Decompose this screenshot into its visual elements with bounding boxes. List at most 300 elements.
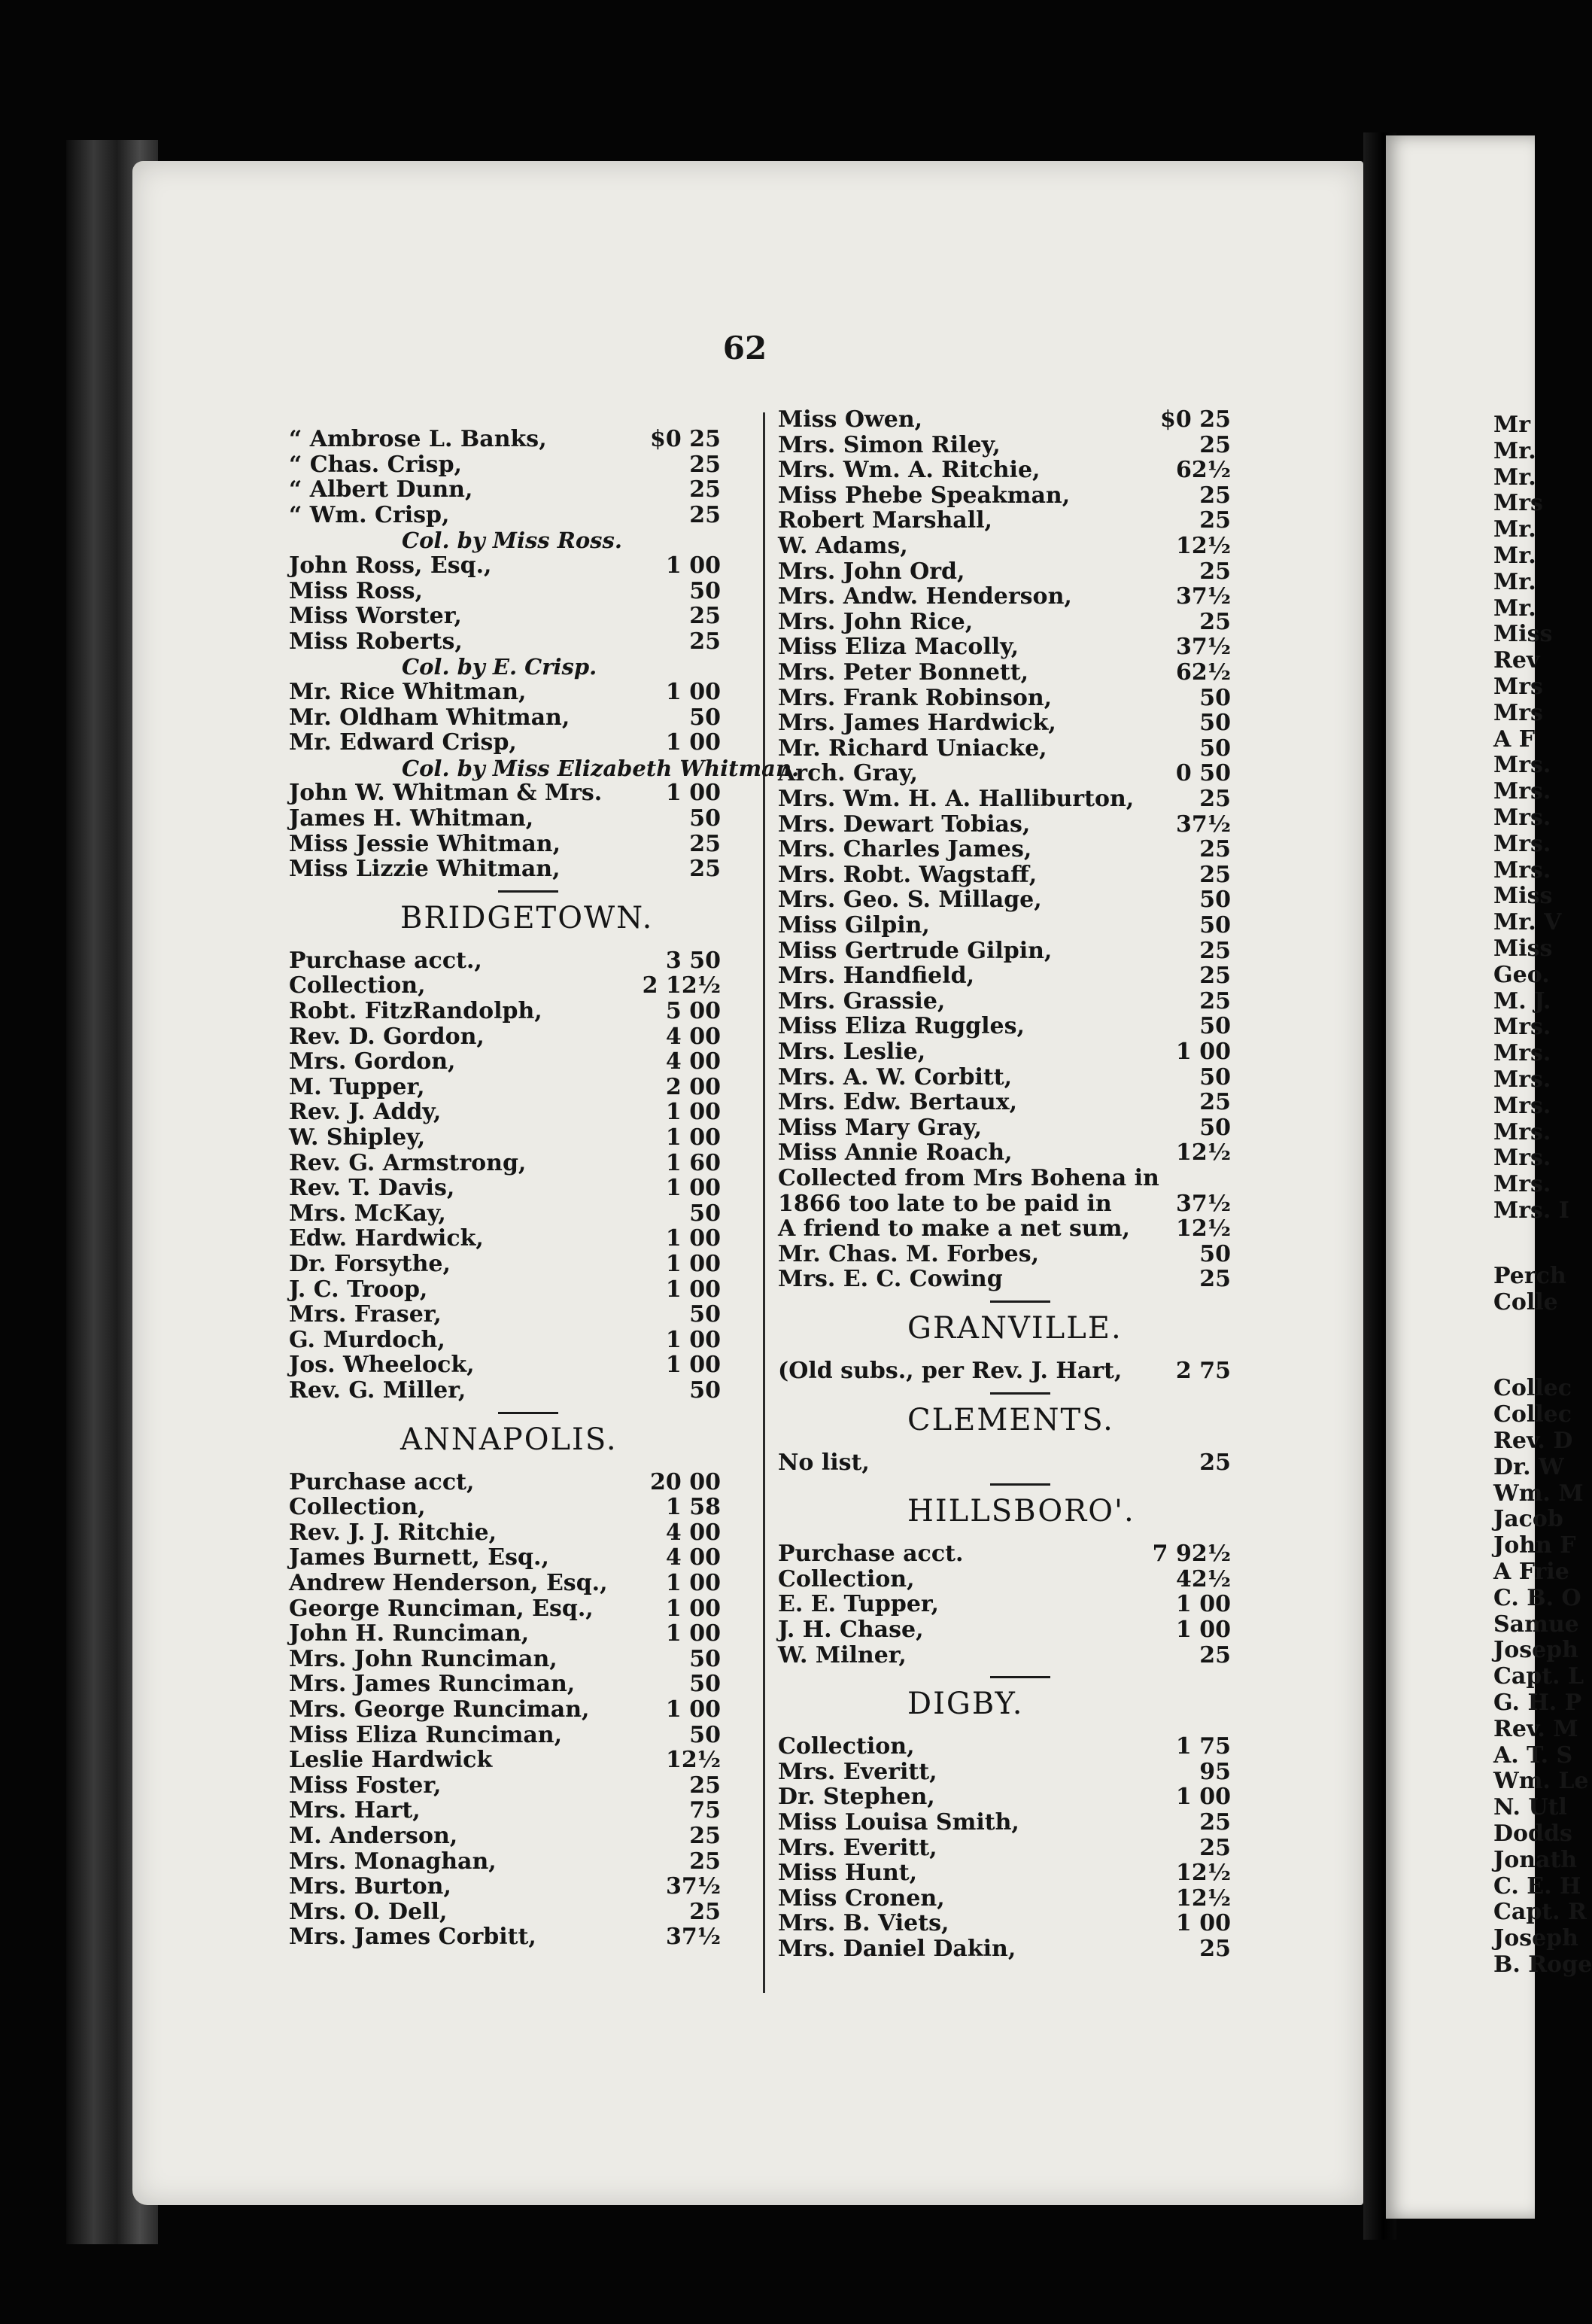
entry-amount: 37½ bbox=[665, 1873, 721, 1900]
entry-amount: 1 00 bbox=[665, 780, 721, 807]
entry-name: “ Wm. Crisp, bbox=[289, 501, 450, 528]
entry-name: Miss Phebe Speakman, bbox=[778, 482, 1071, 509]
entry-amount: 2 75 bbox=[1175, 1358, 1231, 1384]
ledger-entry bbox=[289, 1595, 721, 1623]
entry-name: Mrs. Charles James, bbox=[778, 836, 1032, 863]
ledger-entry bbox=[778, 558, 1231, 586]
entry-name: Mrs. Wm. A. Ritchie, bbox=[778, 457, 1041, 484]
ledger-entry bbox=[778, 735, 1231, 762]
next-page-entry: Dodds bbox=[1493, 1821, 1572, 1847]
entry-name: Mrs. John Ord, bbox=[778, 558, 965, 585]
ledger-entry bbox=[289, 1225, 721, 1252]
next-page-entry: C. E. H bbox=[1493, 1872, 1581, 1900]
next-page-entry: Joseph bbox=[1493, 1925, 1578, 1952]
entry-name: Mrs. Peter Bonnett, bbox=[778, 659, 1029, 686]
entry-name: Miss Lizzie Whitman, bbox=[289, 856, 561, 883]
ledger-entry bbox=[289, 1747, 721, 1774]
next-page-entry: Jacob bbox=[1493, 1506, 1563, 1533]
next-page-entry: G. H. P bbox=[1493, 1690, 1582, 1716]
entry-amount: 25 bbox=[689, 1823, 721, 1849]
entry-name: Mr. Edward Crisp, bbox=[289, 729, 517, 756]
collector-subheading: Col. by Miss Ross. bbox=[402, 528, 622, 554]
entry-amount: 25 bbox=[1199, 431, 1231, 458]
entry-amount: 12½ bbox=[1175, 1139, 1231, 1167]
ledger-entry bbox=[289, 1544, 721, 1571]
entry-amount: 1 00 bbox=[665, 1326, 721, 1353]
ledger-entry bbox=[289, 998, 721, 1025]
entry-name: Mrs. E. C. Cowing bbox=[778, 1266, 1003, 1293]
entry-name: Mrs. James Corbitt, bbox=[289, 1924, 536, 1951]
page-number: 62 bbox=[722, 330, 767, 367]
ledger-entry bbox=[289, 1175, 721, 1202]
ledger-entry bbox=[289, 1797, 721, 1824]
ledger-entry bbox=[778, 1835, 1231, 1862]
next-page-entry: Mrs bbox=[1493, 490, 1543, 517]
entry-name: Mrs. Simon Riley, bbox=[778, 431, 1001, 458]
entry-name: James H. Whitman, bbox=[289, 805, 534, 832]
next-page-entry: Rev. D bbox=[1493, 1428, 1573, 1454]
entry-amount: 50 bbox=[1199, 684, 1231, 711]
entry-amount: 12½ bbox=[1175, 1215, 1231, 1243]
entry-amount: 1 60 bbox=[665, 1149, 721, 1176]
entry-name: Rev. G. Armstrong, bbox=[289, 1149, 527, 1176]
entry-amount: 25 bbox=[1199, 1936, 1231, 1962]
next-page-entry: A. T. S bbox=[1493, 1741, 1573, 1769]
ledger-entry bbox=[778, 1860, 1231, 1887]
entry-name: Mrs. George Runciman, bbox=[289, 1696, 590, 1723]
ledger-entry bbox=[778, 1617, 1231, 1644]
entry-name: Andrew Henderson, Esq., bbox=[289, 1570, 608, 1596]
entry-name: Collection, bbox=[778, 1565, 915, 1592]
entry-amount: 20 00 bbox=[650, 1468, 721, 1495]
entry-amount: 37½ bbox=[1175, 811, 1231, 838]
next-page-entry: C. B. O bbox=[1493, 1584, 1581, 1611]
entry-amount: 25 bbox=[1199, 482, 1231, 509]
entry-name: M. Anderson, bbox=[289, 1823, 458, 1849]
section-rule bbox=[990, 1676, 1050, 1678]
ledger-entry bbox=[289, 856, 721, 883]
entry-amount: 50 bbox=[689, 1301, 721, 1328]
section-rule bbox=[990, 1392, 1050, 1395]
ledger-entry bbox=[289, 1570, 721, 1597]
entry-amount: 25 bbox=[689, 830, 721, 857]
entry-amount: 62½ bbox=[1175, 457, 1231, 484]
ledger-entry bbox=[778, 1165, 1231, 1192]
entry-name: Mr. Rice Whitman, bbox=[289, 679, 527, 705]
entry-amount: 50 bbox=[1199, 912, 1231, 938]
entry-name: Mrs. Grassie, bbox=[778, 987, 946, 1014]
ledger-entry bbox=[289, 1048, 721, 1075]
entry-name: Rev. G. Miller, bbox=[289, 1377, 466, 1404]
next-page-entry: Miss bbox=[1493, 935, 1553, 962]
section-title: DIGBY. bbox=[907, 1687, 1024, 1722]
next-page-entry: Rev. M bbox=[1493, 1715, 1578, 1742]
ledger-entry bbox=[289, 628, 721, 656]
ledger-entry bbox=[778, 533, 1231, 560]
ledger-entry bbox=[778, 1566, 1231, 1593]
next-page-entry: Samue bbox=[1493, 1611, 1579, 1638]
entry-name: Mrs. Everitt, bbox=[778, 1834, 937, 1861]
entry-name: Mrs. John Runciman, bbox=[289, 1645, 558, 1672]
entry-amount: 25 bbox=[689, 856, 721, 883]
entry-amount: 25 bbox=[689, 1848, 721, 1875]
entry-amount: 1 00 bbox=[665, 1099, 721, 1126]
entry-name: Miss Eliza Ruggles, bbox=[778, 1013, 1025, 1040]
entry-name: Leslie Hardwick bbox=[289, 1747, 493, 1774]
next-page-entry: Mrs. bbox=[1493, 1171, 1551, 1198]
ledger-entry bbox=[778, 1115, 1231, 1142]
entry-amount: 1 00 bbox=[665, 1175, 721, 1202]
entry-name: Mrs. Burton, bbox=[289, 1873, 451, 1900]
next-page-entry: M. J. bbox=[1493, 987, 1551, 1014]
entry-name: Rev. D. Gordon, bbox=[289, 1023, 485, 1050]
next-page-entry: Mrs. bbox=[1493, 805, 1551, 831]
ledger-entry bbox=[289, 502, 721, 529]
entry-name: Mrs. James Runciman, bbox=[289, 1671, 576, 1698]
ledger-entry bbox=[778, 938, 1231, 965]
entry-name: Miss Worster, bbox=[289, 603, 462, 630]
entry-amount: 4 00 bbox=[665, 1023, 721, 1050]
section-rule bbox=[990, 1300, 1050, 1303]
entry-amount: 37½ bbox=[665, 1924, 721, 1951]
next-page-entry: John F bbox=[1493, 1532, 1576, 1559]
entry-amount: 1 00 bbox=[665, 552, 721, 579]
entry-amount: 50 bbox=[689, 1671, 721, 1698]
entry-name: Collected from Mrs Bohena in bbox=[778, 1165, 1159, 1191]
ledger-entry bbox=[778, 1191, 1231, 1218]
entry-amount: 1 00 bbox=[665, 1124, 721, 1151]
entry-amount: 25 bbox=[1199, 507, 1231, 534]
next-page-entry: Capt. R bbox=[1493, 1899, 1587, 1926]
ledger-entry bbox=[778, 760, 1231, 787]
ledger-entry bbox=[778, 1885, 1231, 1912]
entry-amount: 37½ bbox=[1175, 583, 1231, 610]
entry-name: John Ross, Esq., bbox=[289, 552, 492, 579]
next-page-entry: Mrs bbox=[1493, 674, 1543, 700]
ledger-entry bbox=[778, 1064, 1231, 1091]
entry-name: Robt. FitzRandolph, bbox=[289, 998, 542, 1024]
entry-name: Mrs. Leslie, bbox=[778, 1039, 926, 1065]
collector-subheading: Col. by E. Crisp. bbox=[402, 654, 597, 680]
next-page-entry: Mr. bbox=[1493, 437, 1536, 464]
ledger-entry bbox=[778, 912, 1231, 939]
entry-amount: 1 00 bbox=[665, 729, 721, 756]
entry-name: Mrs. Wm. H. A. Halliburton, bbox=[778, 786, 1135, 812]
entry-amount: 25 bbox=[1199, 937, 1231, 964]
entry-name: Purchase acct. bbox=[778, 1541, 964, 1568]
entry-amount: 25 bbox=[689, 451, 721, 478]
entry-name: Mrs. A. W. Corbitt, bbox=[778, 1063, 1013, 1091]
ledger-entry bbox=[289, 1377, 721, 1404]
ledger-entry bbox=[289, 831, 721, 858]
entry-name: No list, bbox=[778, 1449, 870, 1476]
ledger-entry bbox=[778, 1809, 1231, 1836]
ledger-entry bbox=[778, 1759, 1231, 1786]
entry-amount: $0 25 bbox=[650, 426, 721, 452]
ledger-entry bbox=[778, 1642, 1231, 1669]
ledger-entry bbox=[289, 1899, 721, 1926]
next-page-entry: Geo. bbox=[1493, 961, 1550, 988]
entry-amount: 1 00 bbox=[1175, 1784, 1231, 1811]
entry-name: Rev. J. Addy, bbox=[289, 1099, 442, 1126]
entry-name: Jos. Wheelock, bbox=[289, 1352, 475, 1379]
next-page-entry: Mr. bbox=[1493, 543, 1536, 569]
entry-name: John W. Whitman & Mrs. bbox=[289, 780, 603, 807]
ledger-entry bbox=[289, 1074, 721, 1101]
ledger-entry bbox=[778, 583, 1231, 610]
ledger-entry bbox=[289, 1873, 721, 1900]
entry-name: Miss Hunt, bbox=[778, 1860, 918, 1887]
entry-name: J. H. Chase, bbox=[778, 1617, 924, 1643]
section-rule bbox=[498, 890, 558, 893]
next-page-entry: Mr. bbox=[1493, 516, 1536, 543]
entry-name: M. Tupper, bbox=[289, 1073, 425, 1100]
ledger-entry bbox=[778, 1013, 1231, 1040]
section-title: BRIDGETOWN. bbox=[400, 900, 654, 935]
entry-amount: 50 bbox=[689, 1645, 721, 1672]
next-page-entry: Capt. L bbox=[1493, 1663, 1584, 1690]
next-page-entry: Dr. W bbox=[1493, 1453, 1564, 1480]
entry-name: E. E. Tupper, bbox=[778, 1591, 939, 1618]
next-page-entry: Mr. bbox=[1493, 464, 1536, 491]
entry-amount: 95 bbox=[1199, 1758, 1231, 1785]
next-page-entry: Rev bbox=[1493, 647, 1540, 674]
entry-amount: 25 bbox=[1199, 861, 1231, 888]
next-page-entry: Mrs. bbox=[1493, 1118, 1551, 1145]
entry-name: Mrs. Everitt, bbox=[778, 1758, 937, 1785]
ledger-entry bbox=[289, 603, 721, 630]
entry-name: Rev. J. J. Ritchie, bbox=[289, 1519, 497, 1546]
next-page-entry: Mrs. bbox=[1493, 1066, 1551, 1093]
entry-amount: 50 bbox=[689, 704, 721, 731]
entry-amount: 1 00 bbox=[665, 679, 721, 705]
entry-amount: 50 bbox=[1199, 710, 1231, 737]
ledger-entry bbox=[778, 710, 1231, 737]
entry-amount: 1 75 bbox=[1175, 1733, 1231, 1760]
ledger-entry bbox=[778, 1541, 1231, 1568]
entry-amount: 1 00 bbox=[665, 1595, 721, 1622]
ledger-entry bbox=[778, 432, 1231, 459]
ledger-entry bbox=[289, 1671, 721, 1698]
entry-amount: 25 bbox=[689, 628, 721, 655]
entry-name: Purchase acct., bbox=[289, 947, 482, 974]
next-page-entry: Mr. V bbox=[1493, 909, 1562, 936]
entry-amount: 25 bbox=[689, 603, 721, 630]
ledger-entry bbox=[289, 1327, 721, 1354]
entry-amount: 1 00 bbox=[665, 1225, 721, 1252]
entry-amount: 25 bbox=[689, 476, 721, 503]
entry-amount: 25 bbox=[1199, 1641, 1231, 1668]
section-title: GRANVILLE. bbox=[907, 1311, 1123, 1346]
ledger-entry bbox=[778, 1039, 1231, 1066]
next-page-entry: Wm. M bbox=[1493, 1480, 1584, 1507]
entry-amount: 37½ bbox=[1175, 1190, 1231, 1217]
ledger-entry bbox=[778, 406, 1231, 433]
ledger-entry bbox=[778, 1449, 1231, 1477]
ledger-entry bbox=[289, 1301, 721, 1328]
ledger-entry bbox=[778, 634, 1231, 661]
ledger-entry bbox=[289, 704, 721, 732]
entry-amount: 50 bbox=[1199, 1240, 1231, 1267]
section-title: ANNAPOLIS. bbox=[400, 1422, 618, 1457]
section-title: CLEMENTS. bbox=[907, 1402, 1114, 1437]
next-page-entry: A Frie bbox=[1493, 1559, 1569, 1585]
section-title: HILLSBORO'. bbox=[907, 1494, 1135, 1529]
entry-name: “ Chas. Crisp, bbox=[289, 451, 462, 478]
ledger-entry bbox=[289, 1620, 721, 1647]
entry-name: Collection, bbox=[289, 1494, 426, 1521]
next-page-entry: Colle bbox=[1493, 1288, 1558, 1316]
entry-amount: 50 bbox=[689, 1721, 721, 1748]
next-page-entry: Perch bbox=[1493, 1262, 1566, 1289]
next-page-entry: Mrs. bbox=[1493, 778, 1551, 805]
entry-name: Miss Gilpin, bbox=[778, 912, 930, 938]
ledger-entry bbox=[289, 1772, 721, 1799]
ledger-entry bbox=[289, 578, 721, 605]
entry-amount: 50 bbox=[1199, 1013, 1231, 1040]
entry-amount: 2 12½ bbox=[642, 972, 721, 999]
entry-amount: 2 00 bbox=[665, 1073, 721, 1100]
entry-name: Mrs. Daniel Dakin, bbox=[778, 1936, 1016, 1962]
entry-name: Arch. Gray, bbox=[778, 760, 918, 787]
entry-name: Mrs. John Rice, bbox=[778, 608, 974, 635]
entry-amount: 3 50 bbox=[665, 947, 721, 974]
ledger-entry bbox=[778, 1784, 1231, 1811]
entry-name: Miss Mary Gray, bbox=[778, 1114, 983, 1141]
collector-subheading: Col. by Miss Elizabeth Whitman. bbox=[402, 755, 800, 781]
entry-name: Mrs. Geo. S. Millage, bbox=[778, 887, 1042, 914]
entry-name: John H. Runciman, bbox=[289, 1620, 530, 1647]
entry-name: Mrs. Monaghan, bbox=[289, 1848, 497, 1875]
ledger-entry bbox=[289, 1150, 721, 1177]
entry-amount: 12½ bbox=[1175, 1884, 1231, 1912]
next-page-entry: Miss bbox=[1493, 621, 1553, 648]
ledger-entry bbox=[289, 552, 721, 579]
entry-amount: 4 00 bbox=[665, 1519, 721, 1546]
entry-name: Miss Gertrude Gilpin, bbox=[778, 937, 1053, 964]
next-page-entry: Jonath bbox=[1493, 1846, 1578, 1873]
ledger-entry bbox=[289, 1200, 721, 1227]
entry-amount: 50 bbox=[689, 577, 721, 604]
ledger-entry bbox=[778, 1733, 1231, 1760]
entry-name: Mrs. O. Dell, bbox=[289, 1898, 448, 1925]
entry-amount: 25 bbox=[689, 1772, 721, 1799]
next-page-entry: B. Roge bbox=[1493, 1951, 1592, 1978]
ledger-entry bbox=[289, 729, 721, 756]
ledger-entry bbox=[778, 1358, 1231, 1385]
entry-amount: 25 bbox=[1199, 1834, 1231, 1861]
ledger-entry bbox=[778, 659, 1231, 686]
next-page-entry: Joseph bbox=[1493, 1637, 1578, 1664]
entry-amount: 50 bbox=[689, 1377, 721, 1404]
entry-name: Mr. Richard Uniacke, bbox=[778, 735, 1047, 762]
entry-name: Miss Jessie Whitman, bbox=[289, 830, 561, 857]
entry-amount: 1 00 bbox=[1175, 1039, 1231, 1065]
entry-amount: 25 bbox=[1199, 1266, 1231, 1293]
entry-name: A friend to make a net sum, bbox=[778, 1215, 1130, 1243]
entry-name: Mrs. Handfield, bbox=[778, 963, 975, 990]
ledger-entry bbox=[778, 836, 1231, 863]
ledger-entry bbox=[289, 780, 721, 807]
entry-name: Miss Cronen, bbox=[778, 1884, 945, 1912]
ledger-entry bbox=[289, 1024, 721, 1051]
next-page-entry: Collec bbox=[1493, 1401, 1572, 1428]
entry-amount: 25 bbox=[1199, 1809, 1231, 1836]
ledger-entry bbox=[778, 786, 1231, 813]
entry-amount: 50 bbox=[1199, 1114, 1231, 1141]
entry-name: James Burnett, Esq., bbox=[289, 1544, 549, 1571]
ledger-entry bbox=[289, 1124, 721, 1151]
entry-amount: 12½ bbox=[665, 1747, 721, 1774]
next-page-entry: Mr. bbox=[1493, 595, 1536, 622]
next-page-entry: Collec bbox=[1493, 1375, 1572, 1402]
next-page-entry: Mrs. I bbox=[1493, 1197, 1569, 1224]
ledger-entry bbox=[778, 887, 1231, 914]
next-page-entry: Wm. Le bbox=[1493, 1768, 1589, 1795]
entry-name: Miss Roberts, bbox=[289, 628, 463, 655]
ledger-entry bbox=[778, 862, 1231, 889]
entry-name: Dr. Stephen, bbox=[778, 1784, 935, 1811]
ledger-entry bbox=[289, 972, 721, 999]
entry-name: Miss Owen, bbox=[778, 406, 923, 433]
entry-amount: 25 bbox=[1199, 1449, 1231, 1476]
entry-amount: 1 00 bbox=[1175, 1591, 1231, 1618]
entry-name: Collection, bbox=[289, 972, 426, 999]
entry-name: Mrs. Robt. Wagstaff, bbox=[778, 861, 1038, 888]
next-page-entry: Mrs bbox=[1493, 699, 1543, 726]
entry-amount: 42½ bbox=[1175, 1565, 1231, 1592]
ledger-entry bbox=[778, 685, 1231, 712]
ledger-entry bbox=[289, 1924, 721, 1951]
next-page-entry: Mrs. bbox=[1493, 830, 1551, 857]
entry-amount: 25 bbox=[1199, 1089, 1231, 1116]
entry-name: Mr. Oldham Whitman, bbox=[289, 704, 570, 731]
ledger-entry bbox=[289, 476, 721, 503]
entry-amount: 50 bbox=[1199, 887, 1231, 914]
entry-name: (Old subs., per Rev. J. Hart, bbox=[778, 1358, 1123, 1384]
entry-amount: 50 bbox=[1199, 1063, 1231, 1091]
next-page-entry: A F bbox=[1493, 725, 1536, 753]
column-divider bbox=[763, 412, 765, 1993]
entry-amount: 50 bbox=[689, 805, 721, 832]
entry-name: Mrs. Hart, bbox=[289, 1797, 421, 1824]
entry-amount: $0 25 bbox=[1160, 406, 1231, 433]
ledger-entry bbox=[778, 457, 1231, 484]
ledger-entry bbox=[289, 1646, 721, 1673]
entry-amount: 25 bbox=[1199, 558, 1231, 585]
ledger-entry bbox=[778, 1215, 1231, 1243]
entry-amount: 7 92½ bbox=[1152, 1541, 1231, 1568]
entry-amount: 1 00 bbox=[1175, 1910, 1231, 1937]
entry-amount: 25 bbox=[1199, 836, 1231, 863]
entry-amount: 25 bbox=[1199, 987, 1231, 1014]
entry-amount: 1 00 bbox=[665, 1620, 721, 1647]
entry-name: 1866 too late to be paid in bbox=[778, 1190, 1112, 1217]
ledger-entry bbox=[778, 963, 1231, 990]
entry-amount: 25 bbox=[1199, 786, 1231, 812]
ledger-entry bbox=[778, 1089, 1231, 1116]
entry-name: Mrs. Fraser, bbox=[289, 1301, 442, 1328]
ledger-entry bbox=[778, 609, 1231, 636]
entry-name: J. C. Troop, bbox=[289, 1276, 428, 1303]
entry-amount: 1 00 bbox=[665, 1352, 721, 1379]
entry-name: W. Adams, bbox=[778, 533, 908, 559]
entry-amount: 50 bbox=[689, 1200, 721, 1227]
ledger-entry bbox=[289, 1469, 721, 1496]
ledger-entry bbox=[289, 1251, 721, 1278]
ledger-entry bbox=[289, 1848, 721, 1875]
entry-name: Mr. Chas. M. Forbes, bbox=[778, 1240, 1040, 1267]
